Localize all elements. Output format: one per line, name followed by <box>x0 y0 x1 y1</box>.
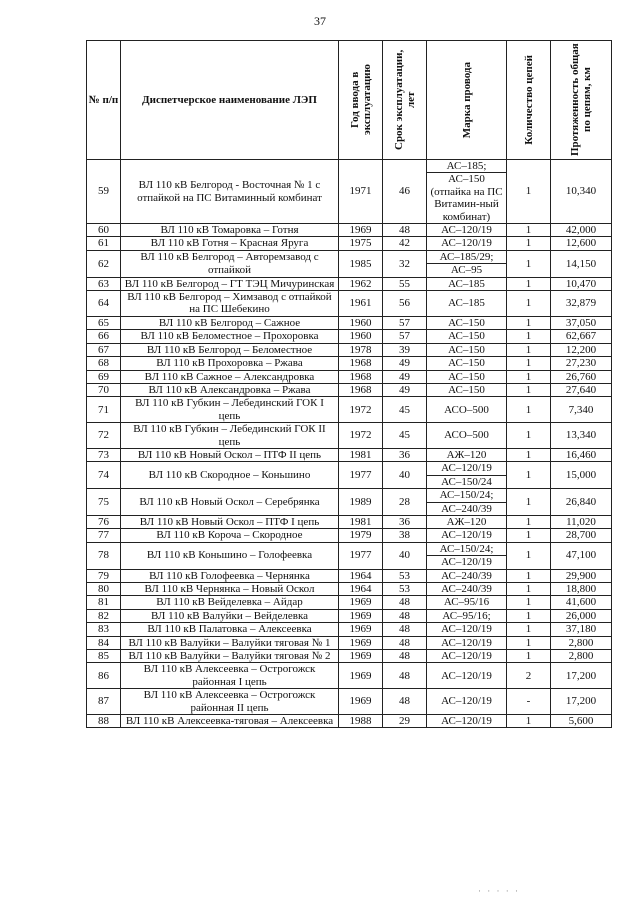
cell-wire <box>427 542 507 569</box>
cell-year: 1975 <box>339 237 383 250</box>
cell-wire <box>427 330 507 343</box>
cell-num: 59 <box>87 160 121 224</box>
cell-wire <box>427 663 507 689</box>
cell-wire <box>427 397 507 423</box>
cell-num: 67 <box>87 343 121 356</box>
wire-grade: АС–120/19 <box>441 224 492 237</box>
wire-grade: АС–150 <box>448 343 485 356</box>
cell-chains: 1 <box>507 160 551 224</box>
cell-chains: 1 <box>507 448 551 461</box>
cell-chains: 1 <box>507 609 551 622</box>
wire-grade: АЖ–120 <box>446 515 487 528</box>
cell-term: 36 <box>383 515 427 528</box>
table-row <box>87 291 612 317</box>
cell-year: 1969 <box>339 636 383 649</box>
table-row <box>87 250 612 277</box>
table-row <box>87 330 612 343</box>
wire-grade: АС–95/16 <box>443 596 490 609</box>
cell-wire <box>427 515 507 528</box>
cell-name: ВЛ 110 кВ Белгород – ГТ ТЭЦ Мичуринская <box>121 277 339 290</box>
cell-chains: 1 <box>507 357 551 370</box>
cell-length: 26,000 <box>551 609 612 622</box>
cell-chains: 1 <box>507 291 551 317</box>
wire-grade: АЖ–120 <box>446 448 487 461</box>
table-row <box>87 160 612 224</box>
cell-name: ВЛ 110 кВ Готня – Красная Яруга <box>121 237 339 250</box>
table-row <box>87 448 612 461</box>
table-row <box>87 370 612 383</box>
cell-term: 48 <box>383 650 427 663</box>
cell-length: 10,340 <box>551 160 612 224</box>
cell-wire <box>427 423 507 449</box>
cell-term: 29 <box>383 715 427 728</box>
cell-year: 1968 <box>339 357 383 370</box>
table-header-row <box>87 41 612 160</box>
table-row <box>87 609 612 622</box>
header-length: Протяженность общая по цепям, км <box>551 41 612 160</box>
cell-wire <box>427 291 507 317</box>
cell-chains: 2 <box>507 663 551 689</box>
table-row <box>87 596 612 609</box>
cell-term: 48 <box>383 224 427 237</box>
cell-chains: 1 <box>507 542 551 569</box>
cell-term: 48 <box>383 663 427 689</box>
table-row <box>87 237 612 250</box>
wire-grade: АС–185 <box>448 277 485 290</box>
header-name: Диспетчерское наименование ЛЭП <box>121 41 339 160</box>
cell-year: 1968 <box>339 370 383 383</box>
cell-term: 53 <box>383 583 427 596</box>
cell-wire <box>427 343 507 356</box>
cell-chains: 1 <box>507 423 551 449</box>
cell-term: 28 <box>383 489 427 516</box>
cell-term: 48 <box>383 689 427 715</box>
wire-grade: АС–120/19 <box>441 715 492 728</box>
cell-name: ВЛ 110 кВ Губкин – Лебединский ГОК II цепь <box>121 423 339 449</box>
cell-length: 17,200 <box>551 663 612 689</box>
cell-length: 37,050 <box>551 316 612 329</box>
cell-num: 73 <box>87 448 121 461</box>
wire-grade: АС–120/19 <box>441 529 492 542</box>
cell-length: 26,840 <box>551 489 612 516</box>
table-row <box>87 689 612 715</box>
cell-year: 1969 <box>339 663 383 689</box>
cell-name: ВЛ 110 кВ Белгород – Авторемзавод с отпайкой <box>121 250 339 277</box>
wire-grade: АС–120/19 <box>441 623 492 636</box>
cell-year: 1972 <box>339 423 383 449</box>
scan-artifact: · · · · · <box>478 886 520 896</box>
cell-length: 15,000 <box>551 462 612 489</box>
cell-wire <box>427 250 507 277</box>
cell-name: ВЛ 110 кВ Короча – Скородное <box>121 529 339 542</box>
cell-wire <box>427 224 507 237</box>
cell-term: 42 <box>383 237 427 250</box>
cell-num: 71 <box>87 397 121 423</box>
cell-length: 37,180 <box>551 623 612 636</box>
cell-num: 64 <box>87 291 121 317</box>
cell-length: 62,667 <box>551 330 612 343</box>
wire-grade: АС–150 <box>448 370 485 383</box>
cell-num: 74 <box>87 462 121 489</box>
cell-chains: 1 <box>507 370 551 383</box>
cell-num: 81 <box>87 596 121 609</box>
cell-wire <box>427 623 507 636</box>
wire-grade: АС–120/19 <box>427 555 506 568</box>
cell-year: 1964 <box>339 583 383 596</box>
wire-grade: АС–150 <box>448 357 485 370</box>
cell-year: 1968 <box>339 383 383 396</box>
cell-term: 53 <box>383 569 427 582</box>
cell-num: 76 <box>87 515 121 528</box>
cell-name: ВЛ 110 кВ Валуйки – Вейделевка <box>121 609 339 622</box>
table-row <box>87 663 612 689</box>
cell-length: 12,600 <box>551 237 612 250</box>
wire-grade: АС–185; <box>446 160 487 172</box>
cell-num: 70 <box>87 383 121 396</box>
cell-chains: 1 <box>507 515 551 528</box>
cell-length: 11,020 <box>551 515 612 528</box>
table-row <box>87 489 612 516</box>
wire-grade: АС–95 <box>427 263 506 276</box>
cell-chains: 1 <box>507 529 551 542</box>
cell-year: 1988 <box>339 715 383 728</box>
cell-year: 1961 <box>339 291 383 317</box>
wire-grade: АС–120/19 <box>441 237 492 250</box>
cell-length: 10,470 <box>551 277 612 290</box>
cell-wire <box>427 529 507 542</box>
cell-year: 1977 <box>339 462 383 489</box>
table-row <box>87 583 612 596</box>
cell-name: ВЛ 110 кВ Новый Оскол – ПТФ I цепь <box>121 515 339 528</box>
cell-year: 1969 <box>339 623 383 636</box>
cell-num: 84 <box>87 636 121 649</box>
cell-wire <box>427 237 507 250</box>
wire-grade: АС–120/19 <box>441 462 492 475</box>
cell-year: 1989 <box>339 489 383 516</box>
wire-grade: АС–120/19 <box>441 650 492 663</box>
cell-year: 1969 <box>339 609 383 622</box>
header-num: № п/п <box>87 41 121 160</box>
cell-chains: 1 <box>507 636 551 649</box>
table-row <box>87 224 612 237</box>
cell-term: 57 <box>383 330 427 343</box>
table-row <box>87 623 612 636</box>
wire-grade: АС–240/39 <box>441 569 492 582</box>
wire-grade: АС–95/16; <box>442 609 491 622</box>
cell-name: ВЛ 110 кВ Александровка – Ржава <box>121 383 339 396</box>
cell-year: 1971 <box>339 160 383 224</box>
wire-grade: АС–120/19 <box>441 695 492 708</box>
cell-name: ВЛ 110 кВ Томаровка – Готня <box>121 224 339 237</box>
cell-year: 1964 <box>339 569 383 582</box>
cell-num: 60 <box>87 224 121 237</box>
table-row <box>87 529 612 542</box>
cell-term: 38 <box>383 529 427 542</box>
wire-grade: АС–185/29; <box>439 250 494 263</box>
cell-num: 77 <box>87 529 121 542</box>
wire-grade: АС–185 <box>448 297 485 310</box>
cell-num: 62 <box>87 250 121 277</box>
cell-chains: 1 <box>507 596 551 609</box>
cell-wire <box>427 160 507 224</box>
cell-num: 68 <box>87 357 121 370</box>
wire-grade: АС–120/19 <box>441 636 492 649</box>
cell-length: 41,600 <box>551 596 612 609</box>
cell-name: ВЛ 110 кВ Валуйки – Валуйки тяговая № 2 <box>121 650 339 663</box>
cell-year: 1978 <box>339 343 383 356</box>
cell-name: ВЛ 110 кВ Прохоровка – Ржава <box>121 357 339 370</box>
cell-name: ВЛ 110 кВ Беломестное – Прохоровка <box>121 330 339 343</box>
cell-term: 40 <box>383 462 427 489</box>
cell-length: 27,640 <box>551 383 612 396</box>
cell-length: 32,879 <box>551 291 612 317</box>
table-row <box>87 397 612 423</box>
wire-grade: АСО–500 <box>444 403 489 416</box>
cell-chains: 1 <box>507 583 551 596</box>
cell-length: 18,800 <box>551 583 612 596</box>
cell-name: ВЛ 110 кВ Вейделевка – Айдар <box>121 596 339 609</box>
table-body <box>87 160 612 728</box>
table-row <box>87 569 612 582</box>
cell-name: ВЛ 110 кВ Алексеевка – Острогожск районная I цепь <box>121 663 339 689</box>
wire-grade: АС–240/39 <box>427 502 506 515</box>
cell-num: 75 <box>87 489 121 516</box>
cell-chains: 1 <box>507 316 551 329</box>
cell-name: ВЛ 110 кВ Алексеевка – Острогожск районная II цепь <box>121 689 339 715</box>
wire-grade: АСО–500 <box>444 429 489 442</box>
table-row <box>87 383 612 396</box>
cell-wire <box>427 357 507 370</box>
cell-length: 26,760 <box>551 370 612 383</box>
cell-wire <box>427 689 507 715</box>
cell-term: 45 <box>383 423 427 449</box>
cell-num: 63 <box>87 277 121 290</box>
table-row <box>87 650 612 663</box>
header-year: Год ввода в эксплуатацию <box>339 41 383 160</box>
cell-length: 42,000 <box>551 224 612 237</box>
cell-chains: 1 <box>507 715 551 728</box>
wire-grade: АС–120/19 <box>441 669 492 682</box>
cell-term: 48 <box>383 636 427 649</box>
cell-chains: 1 <box>507 383 551 396</box>
cell-name: ВЛ 110 кВ Белгород – Беломестное <box>121 343 339 356</box>
wire-grade: АС–150 <box>448 316 485 329</box>
cell-term: 46 <box>383 160 427 224</box>
table-row <box>87 316 612 329</box>
table-row <box>87 343 612 356</box>
cell-wire <box>427 316 507 329</box>
cell-term: 48 <box>383 623 427 636</box>
cell-chains: 1 <box>507 330 551 343</box>
cell-name: ВЛ 110 кВ Белгород – Химзавод с отпайкой на ПС Шебекино <box>121 291 339 317</box>
cell-length: 5,600 <box>551 715 612 728</box>
cell-wire <box>427 569 507 582</box>
cell-length: 28,700 <box>551 529 612 542</box>
wire-grade: АС–150/24; <box>439 489 494 502</box>
cell-year: 1977 <box>339 542 383 569</box>
cell-wire <box>427 489 507 516</box>
cell-num: 72 <box>87 423 121 449</box>
cell-length: 2,800 <box>551 650 612 663</box>
cell-term: 56 <box>383 291 427 317</box>
cell-num: 66 <box>87 330 121 343</box>
cell-num: 85 <box>87 650 121 663</box>
wire-grade: АС–240/39 <box>441 583 492 595</box>
cell-chains: 1 <box>507 237 551 250</box>
cell-year: 1981 <box>339 515 383 528</box>
cell-length: 17,200 <box>551 689 612 715</box>
wire-grade: АС–150 <box>448 383 485 396</box>
table-row <box>87 462 612 489</box>
cell-length: 2,800 <box>551 636 612 649</box>
cell-chains: 1 <box>507 489 551 516</box>
header-wire: Марка провода <box>427 41 507 160</box>
cell-num: 79 <box>87 569 121 582</box>
cell-term: 49 <box>383 357 427 370</box>
table-row <box>87 636 612 649</box>
cell-term: 49 <box>383 383 427 396</box>
cell-name: ВЛ 110 кВ Коньшино – Голофеевка <box>121 542 339 569</box>
wire-grade: АС–150/24; <box>439 542 494 555</box>
cell-wire <box>427 636 507 649</box>
cell-name: ВЛ 110 кВ Голофеевка – Чернянка <box>121 569 339 582</box>
header-chains: Количество цепей <box>507 41 551 160</box>
cell-wire <box>427 609 507 622</box>
cell-year: 1962 <box>339 277 383 290</box>
table-row <box>87 357 612 370</box>
table-row <box>87 277 612 290</box>
cell-term: 55 <box>383 277 427 290</box>
cell-year: 1979 <box>339 529 383 542</box>
wire-grade: АС–150 <box>448 330 485 343</box>
cell-num: 61 <box>87 237 121 250</box>
cell-year: 1972 <box>339 397 383 423</box>
cell-year: 1969 <box>339 689 383 715</box>
cell-wire <box>427 277 507 290</box>
cell-num: 82 <box>87 609 121 622</box>
cell-wire <box>427 650 507 663</box>
cell-length: 29,900 <box>551 569 612 582</box>
cell-chains: 1 <box>507 343 551 356</box>
cell-term: 45 <box>383 397 427 423</box>
cell-chains: 1 <box>507 250 551 277</box>
cell-name: ВЛ 110 кВ Чернянка – Новый Оскол <box>121 583 339 596</box>
page-number: 37 <box>314 14 326 28</box>
cell-term: 39 <box>383 343 427 356</box>
cell-wire <box>427 370 507 383</box>
cell-name: ВЛ 110 кВ Губкин – Лебединский ГОК I цепь <box>121 397 339 423</box>
cell-year: 1960 <box>339 316 383 329</box>
cell-num: 86 <box>87 663 121 689</box>
cell-name: ВЛ 110 кВ Белгород – Сажное <box>121 316 339 329</box>
cell-name: ВЛ 110 кВ Алексеевка-тяговая – Алексеевка <box>121 715 339 728</box>
cell-chains: 1 <box>507 462 551 489</box>
table-row <box>87 542 612 569</box>
cell-name: ВЛ 110 кВ Валуйки – Валуйки тяговая № 1 <box>121 636 339 649</box>
cell-name: ВЛ 110 кВ Палатовка – Алексеевка <box>121 623 339 636</box>
table-row <box>87 515 612 528</box>
cell-name: ВЛ 110 кВ Скородное – Коньшино <box>121 462 339 489</box>
cell-name: ВЛ 110 кВ Сажное – Александровка <box>121 370 339 383</box>
cell-wire <box>427 383 507 396</box>
power-lines-table <box>86 40 612 728</box>
cell-name: ВЛ 110 кВ Новый Оскол – Серебрянка <box>121 489 339 516</box>
cell-term: 48 <box>383 609 427 622</box>
cell-term: 32 <box>383 250 427 277</box>
cell-chains: 1 <box>507 397 551 423</box>
cell-chains: 1 <box>507 650 551 663</box>
cell-year: 1960 <box>339 330 383 343</box>
cell-length: 12,200 <box>551 343 612 356</box>
cell-length: 16,460 <box>551 448 612 461</box>
cell-chains: 1 <box>507 224 551 237</box>
cell-num: 88 <box>87 715 121 728</box>
header-term: Срок эксплуатации, лет <box>383 41 427 160</box>
cell-num: 87 <box>87 689 121 715</box>
cell-term: 48 <box>383 596 427 609</box>
cell-chains: 1 <box>507 623 551 636</box>
cell-num: 83 <box>87 623 121 636</box>
cell-wire <box>427 583 507 596</box>
cell-term: 49 <box>383 370 427 383</box>
cell-year: 1985 <box>339 250 383 277</box>
cell-term: 40 <box>383 542 427 569</box>
wire-grade: АС–150 (отпайка на ПС Витамин-ный комбинат) <box>427 172 506 223</box>
cell-wire <box>427 462 507 489</box>
cell-wire <box>427 448 507 461</box>
cell-name: ВЛ 110 кВ Новый Оскол – ПТФ II цепь <box>121 448 339 461</box>
cell-length: 13,340 <box>551 423 612 449</box>
cell-length: 7,340 <box>551 397 612 423</box>
cell-year: 1969 <box>339 596 383 609</box>
cell-length: 27,230 <box>551 357 612 370</box>
cell-num: 78 <box>87 542 121 569</box>
cell-year: 1969 <box>339 224 383 237</box>
cell-chains: 1 <box>507 277 551 290</box>
cell-term: 36 <box>383 448 427 461</box>
cell-chains: - <box>507 689 551 715</box>
cell-year: 1969 <box>339 650 383 663</box>
cell-num: 69 <box>87 370 121 383</box>
cell-wire <box>427 715 507 728</box>
cell-num: 80 <box>87 583 121 596</box>
cell-length: 14,150 <box>551 250 612 277</box>
cell-wire <box>427 596 507 609</box>
table-row <box>87 423 612 449</box>
cell-term: 57 <box>383 316 427 329</box>
cell-num: 65 <box>87 316 121 329</box>
cell-name: ВЛ 110 кВ Белгород - Восточная № 1 с отпайкой на ПС Витаминный комбинат <box>121 160 339 224</box>
cell-chains: 1 <box>507 569 551 582</box>
wire-grade: АС–150/24 <box>427 475 506 488</box>
cell-length: 47,100 <box>551 542 612 569</box>
cell-year: 1981 <box>339 448 383 461</box>
table-row <box>87 715 612 728</box>
